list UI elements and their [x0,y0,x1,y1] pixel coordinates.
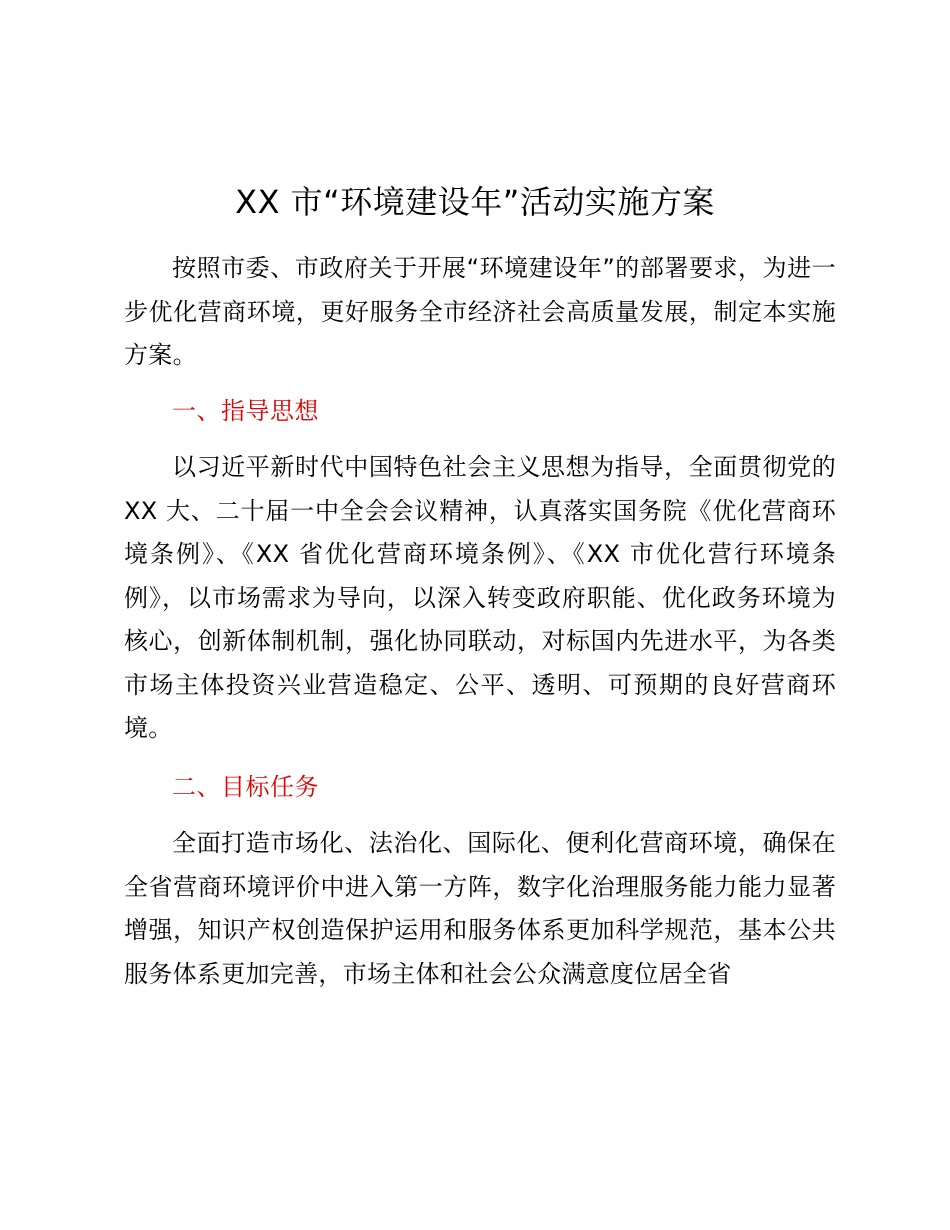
section-body-goals-tasks: 全面打造市场化、法治化、国际化、便利化营商环境，确保在全省营商环境评价中进入第一方阵，数字化治理服务能力能力显著增强，知识产权创造保护运用和服务体系更加科学规范，基本公共服务体系更加完善，市场主体和社会公众满意度位居全省 [124,829,836,988]
section-heading-guiding-ideology: 一、指导思想 [172,397,319,425]
section-body-guiding-ideology: 以习近平新时代中国特色社会主义思想为指导，全面贯彻党的 XX 大、二十届一中全会会议精神，认真落实国务院《优化营商环境条例》、《XX 省优化营商环境条例》、《XX 市优化营行环境条例》，以市场需求为导向，以深入转变政府职能、优化政务环境为核心，创新体制机制，强化协同联动，对标国内先进水平，为各类市场主体投资兴业营造稳定、公平、透明、可预期的良好营商环境。 [124,453,836,742]
section-heading-goals-tasks: 二、目标任务 [172,773,319,801]
document-title: XX 市“环境建设年”活动实施方案 [235,183,715,221]
intro-paragraph: 按照市委、市政府关于开展“环境建设年”的部署要求，为进一步优化营商环境，更好服务全市经济社会高质量发展，制定本实施方案。 [124,254,836,369]
